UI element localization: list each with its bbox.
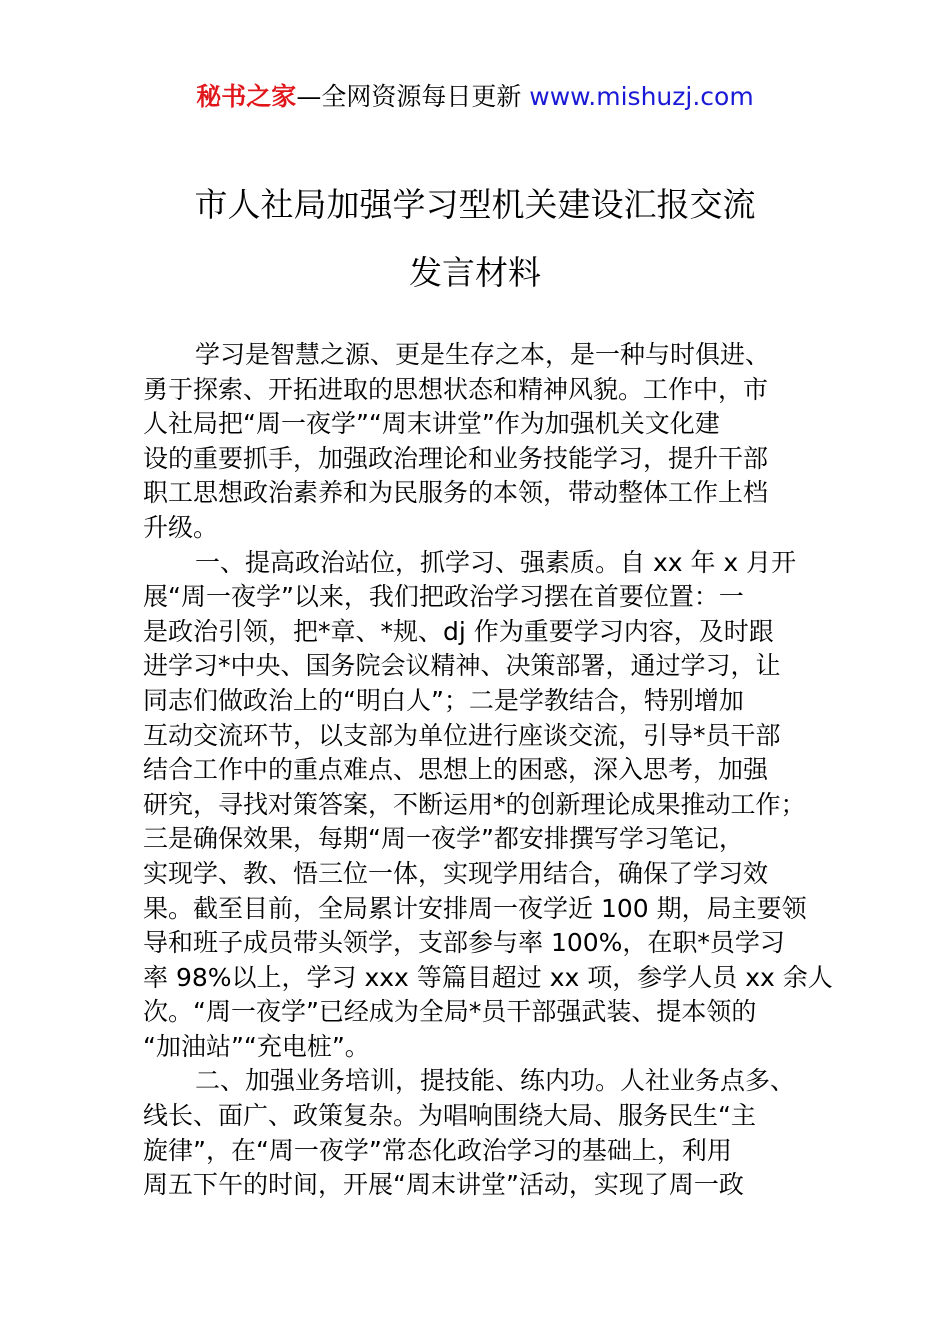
document-body [143, 338, 833, 1203]
paragraph-line: 勇于探索、开拓进取的思想状态和精神风貌。工作中，市 [143, 374, 769, 404]
section-heading-line: 一、提高政治站位，抓学习、强素质。自 xx 年 x 月开 [195, 547, 797, 577]
site-tagline: —全网资源每日更新 [296, 82, 530, 111]
paragraph-line: 率 98%以上，学习 xxx 等篇目超过 xx 项，参学人员 xx 余人 [143, 962, 833, 992]
paragraph-line: 旋律”，在“周一夜学”常态化政治学习的基础上，利用 [143, 1135, 732, 1165]
paragraph-line: 周五下午的时间，开展“周末讲堂”活动，实现了周一政 [143, 1170, 744, 1200]
paragraph-line: 线长、面广、政策复杂。为唱响围绕大局、服务民生“主 [143, 1101, 756, 1131]
paragraph-line: 次。“周一夜学”已经成为全局*员干部强武装、提本领的 [143, 997, 757, 1027]
paragraph-line: 展“周一夜学”以来，我们把政治学习摆在首要位置：一 [143, 582, 744, 612]
paragraph-line: 职工思想政治素养和为民服务的本领，带动整体工作上档 [143, 478, 769, 508]
paragraph-line: “加油站”“充电桩”。 [143, 1031, 370, 1061]
document-title-line-1: 市人社局加强学习型机关建设汇报交流 [194, 185, 756, 224]
section-heading-line: 二、加强业务培训，提技能、练内功。人社业务点多、 [195, 1066, 796, 1096]
paragraph-line: 互动交流环节，以支部为单位进行座谈交流，引导*员干部 [143, 720, 781, 750]
paragraph-line: 结合工作中的重点难点、思想上的困惑，深入思考，加强 [143, 755, 769, 785]
paragraph-line: 导和班子成员带头领学，支部参与率 100%，在职*员学习 [143, 928, 785, 958]
paragraph-line: 实现学、教、悟三位一体，实现学用结合，确保了学习效 [143, 858, 769, 888]
paragraph-line: 是政治引领，把*章、*规、dj 作为重要学习内容，及时跟 [143, 616, 774, 646]
site-brand: 秘书之家 [196, 82, 297, 111]
site-header [0, 80, 950, 114]
paragraph-line: 研究，寻找对策答案，不断运用*的创新理论成果推动工作； [143, 789, 806, 819]
paragraph-line: 设的重要抓手，加强政治理论和业务技能学习，提升干部 [143, 443, 769, 473]
document-title-line-2: 发言材料 [409, 253, 541, 292]
paragraph-line: 升级。 [143, 512, 219, 542]
paragraph-line: 同志们做政治上的“明白人”；二是学教结合，特别增加 [143, 685, 744, 715]
paragraph-line: 人社局把“周一夜学”“周末讲堂”作为加强机关文化建 [143, 409, 720, 439]
paragraph-line: 进学习*中央、国务院会议精神、决策部署，通过学习，让 [143, 651, 781, 681]
paragraph-line: 学习是智慧之源、更是生存之本，是一种与时俱进、 [195, 340, 771, 369]
paragraph-line: 果。截至目前，全局累计安排周一夜学近 100 期，局主要领 [143, 893, 807, 923]
paragraph-line: 三是确保效果，每期“周一夜学”都安排撰写学习笔记， [143, 824, 744, 854]
site-url-link[interactable]: www.mishuzj.com [529, 82, 754, 111]
